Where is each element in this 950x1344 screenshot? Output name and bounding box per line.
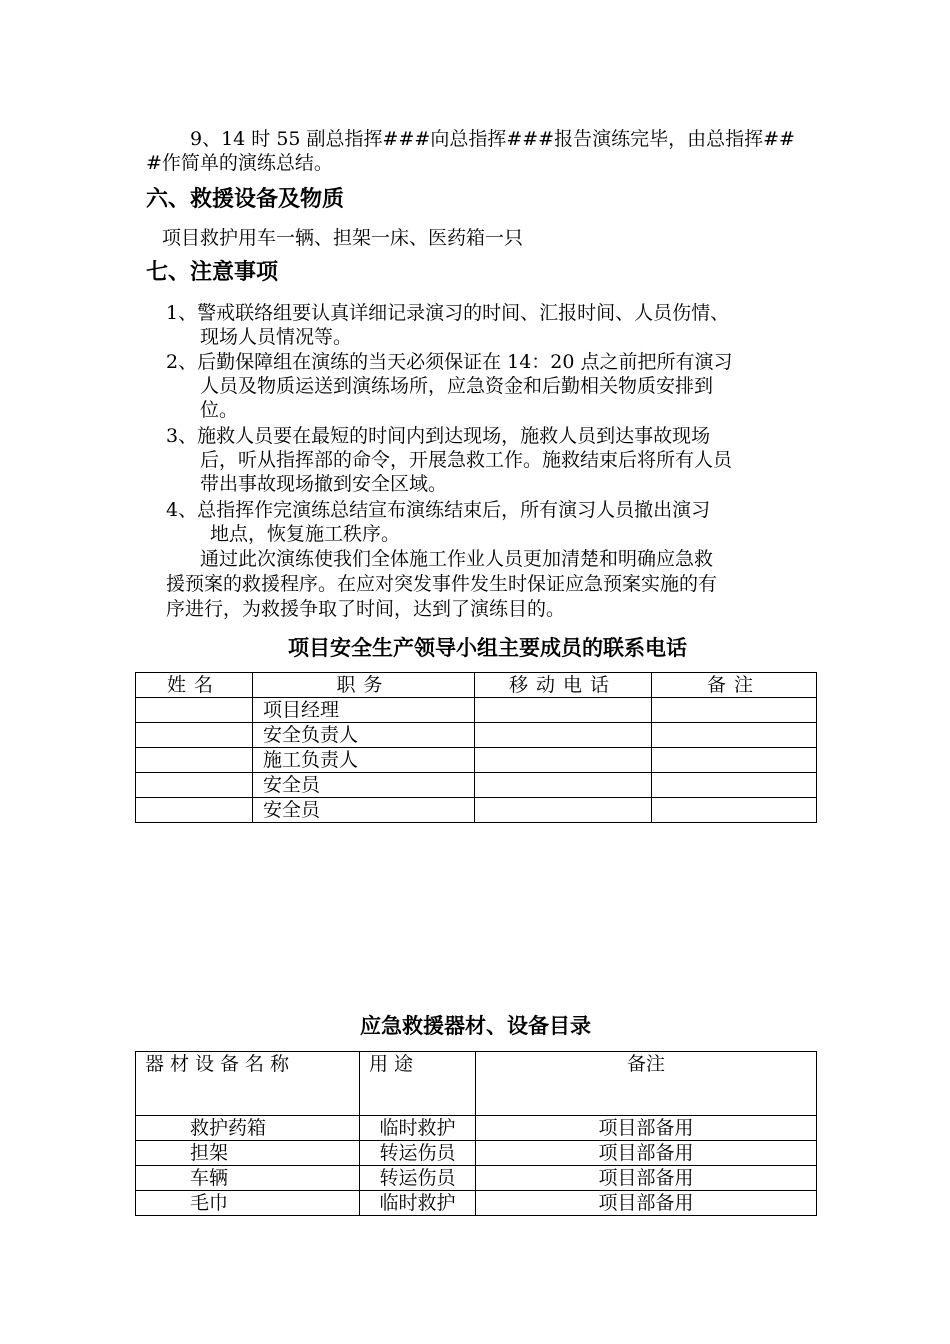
header-position: 职务 [253,673,475,698]
table-row [136,698,817,723]
equipment-name-cell: 车辆 [136,1166,360,1191]
purpose-cell: 临时救护 [360,1116,476,1141]
equipment-table [135,1051,817,1216]
equipment-header-row [136,1052,817,1116]
table-row [136,798,817,823]
table-row [136,1116,817,1141]
section-6-heading: 六、救援设备及物质 [146,187,345,212]
name-cell [136,748,253,773]
contacts-table [135,672,817,823]
name-cell [136,798,253,823]
remarks-cell [652,748,817,773]
purpose-cell: 临时救护 [360,1191,476,1216]
name-cell [136,773,253,798]
position-cell: 安全负责人 [253,723,475,748]
note-2-line-2: 人员及物质运送到演练场所，应急资金和后勤相关物质安排到 [200,375,714,397]
mobile-cell [475,723,652,748]
note-4-line-2: 地点，恢复施工秩序。 [210,523,401,545]
note-2-line-1: 2、后勤保障组在演练的当天必须保证在 14：20 点之前把所有演习 [166,351,733,373]
equipment-name-cell: 救护药箱 [136,1116,360,1141]
contacts-table-title: 项目安全生产领导小组主要成员的联系电话 [288,636,687,660]
equipment-table-title: 应急救援器材、设备目录 [360,1014,591,1038]
table-row [136,1166,817,1191]
position-cell: 安全员 [253,773,475,798]
purpose-cell: 转运伤员 [360,1141,476,1166]
summary-line-3: 序进行，为救援争取了时间，达到了演练目的。 [166,598,566,620]
note-1-line-1: 1、警戒联络组要认真详细记录演习的时间、汇报时间、人员伤情、 [166,302,730,324]
remarks-cell [652,698,817,723]
table-row [136,773,817,798]
table-row [136,723,817,748]
item-9-line-2: #作简单的演练总结。 [146,152,333,174]
header-remarks: 备注 [652,673,817,698]
header-mobile: 移动电话 [475,673,652,698]
summary-line-1: 通过此次演练使我们全体施工作业人员更加清楚和明确应急救 [200,548,714,570]
header-remarks: 备注 [476,1052,817,1116]
header-name: 姓名 [136,673,253,698]
mobile-cell [475,698,652,723]
section-7-heading: 七、注意事项 [146,260,279,285]
note-1-line-2: 现场人员情况等。 [200,326,353,348]
note-3-line-1: 3、施救人员要在最短的时间内到达现场，施救人员到达事故现场 [166,425,711,447]
table-row [136,1141,817,1166]
remarks-cell: 项目部备用 [476,1141,817,1166]
item-9-line-1: 9、14 时 55 副总指挥###向总指挥###报告演练完毕，由总指挥## [190,128,795,150]
position-cell: 施工负责人 [253,748,475,773]
remarks-cell [652,773,817,798]
equipment-name-cell: 担架 [136,1141,360,1166]
position-cell: 项目经理 [253,698,475,723]
equipment-name-cell: 毛巾 [136,1191,360,1216]
note-3-line-3: 带出事故现场撤到安全区域。 [200,473,448,495]
note-3-line-2: 后，听从指挥部的命令，开展急救工作。施救结束后将所有人员 [200,449,733,471]
section-6-text: 项目救护用车一辆、担架一床、医药箱一只 [162,227,524,249]
mobile-cell [475,773,652,798]
note-4-line-1: 4、总指挥作完演练总结宣布演练结束后，所有演习人员撤出演习 [166,499,711,521]
purpose-cell: 转运伤员 [360,1166,476,1191]
name-cell [136,698,253,723]
mobile-cell [475,748,652,773]
position-cell: 安全员 [253,798,475,823]
remarks-cell: 项目部备用 [476,1191,817,1216]
mobile-cell [475,798,652,823]
table-row [136,1191,817,1216]
name-cell [136,723,253,748]
remarks-cell [652,798,817,823]
contacts-header-row [136,673,817,698]
remarks-cell [652,723,817,748]
remarks-cell: 项目部备用 [476,1166,817,1191]
summary-line-2: 援预案的救援程序。在应对突发事件发生时保证应急预案实施的有 [166,573,718,595]
table-row [136,748,817,773]
header-purpose: 用途 [360,1052,476,1116]
header-equipment-name: 器材设备名称 [136,1052,360,1116]
note-2-line-3: 位。 [200,399,239,421]
remarks-cell: 项目部备用 [476,1116,817,1141]
